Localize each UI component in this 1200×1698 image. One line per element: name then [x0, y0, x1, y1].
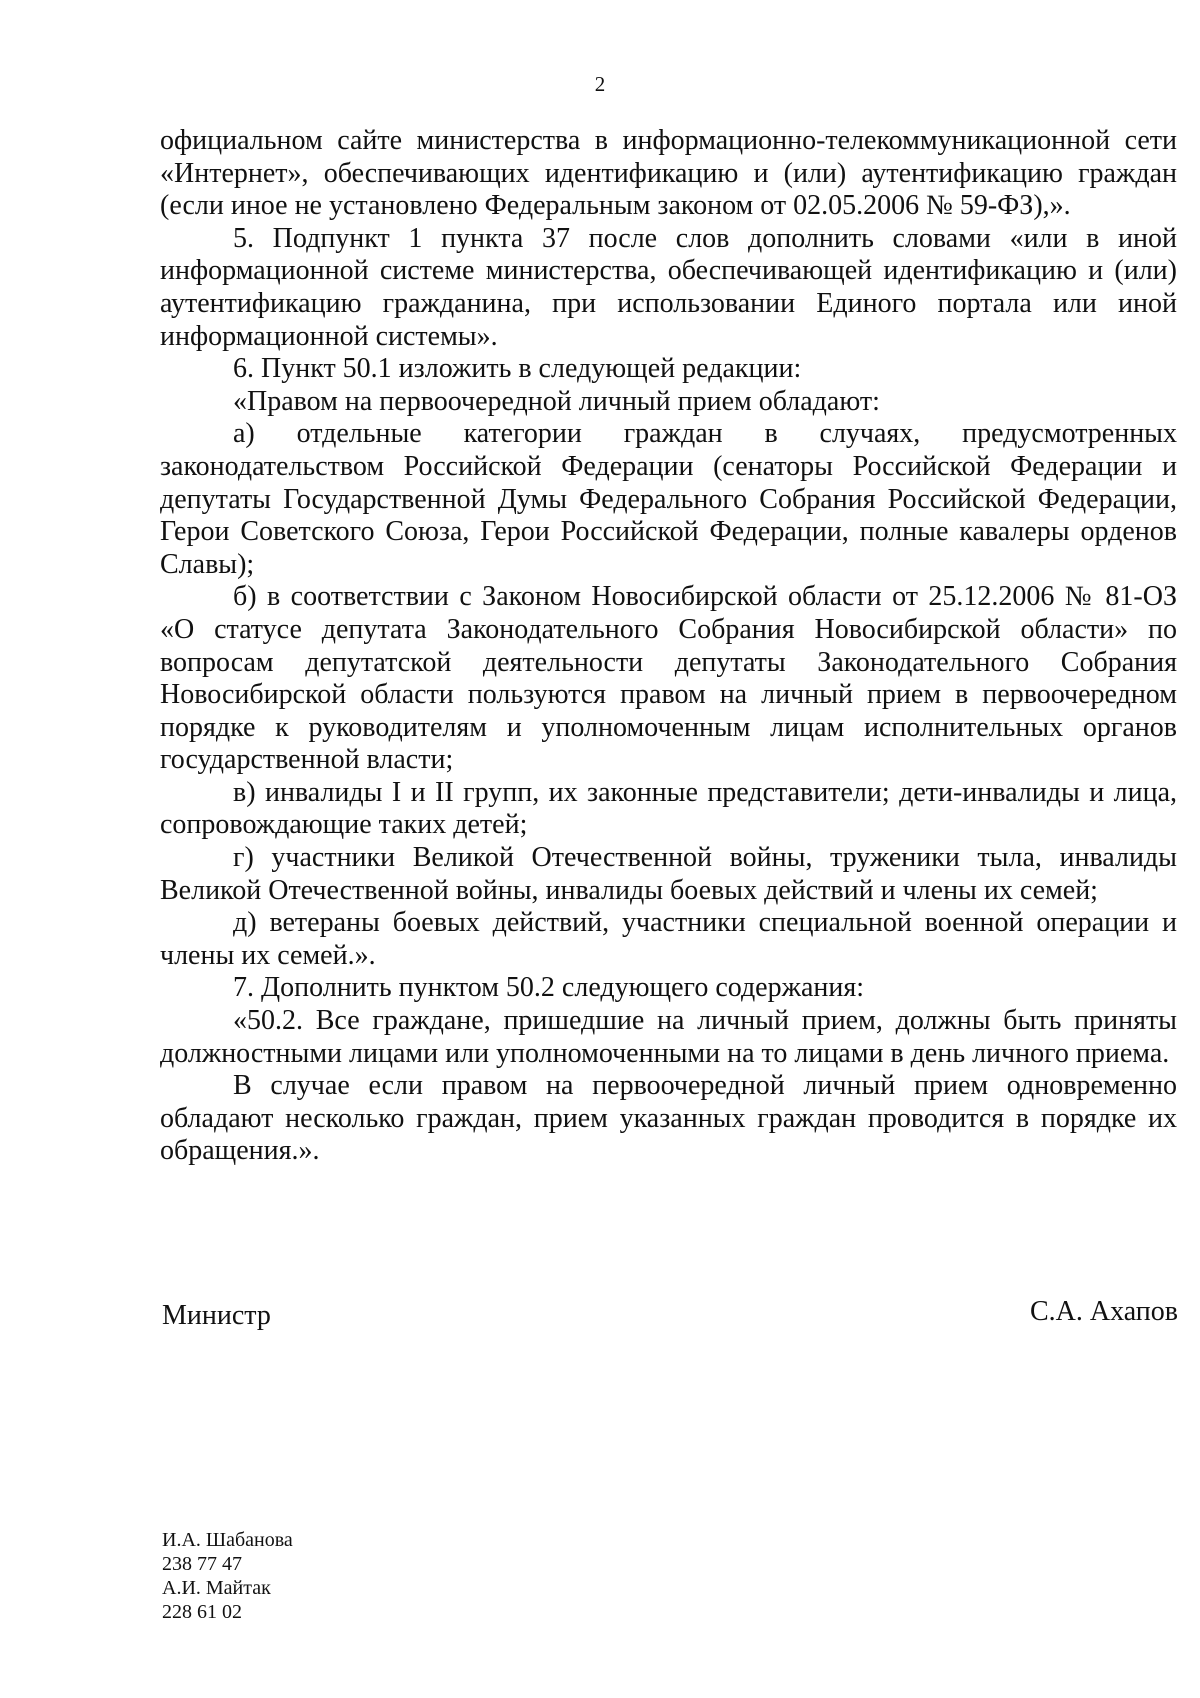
paragraph-subitem-a: а) отдельные категории граждан в случаях, предусмотренных законодательством Российской Федерации (сенаторы Российской Федерации и депутаты Государственной Думы Федерального Собрания Российской Федерации, Герои Советского Союза, Герои Российской Федерации, полные кавалеры орденов Славы);	[160, 418, 1177, 580]
contact-name-1: И.А. Шабанова	[162, 1529, 293, 1551]
document-body	[160, 125, 1177, 1168]
paragraph-item-7: 7. Дополнить пунктом 50.2 следующего содержания:	[233, 972, 865, 1004]
paragraph-item-5: 5. Подпункт 1 пункта 37 после слов дополнить словами «или в иной информационной системе министерства, обеспечивающей идентификацию и (или) аутентификацию гражданина, при использовании Единого портала или иной информационной системы».	[160, 222, 1177, 352]
page-number: 2	[594, 72, 606, 96]
contact-phone-1: 238 77 47	[162, 1553, 242, 1575]
paragraph-subitem-d: д) ветераны боевых действий, участники специальной военной операции и члены их семей.».	[160, 907, 1177, 971]
paragraph-50-2: «50.2. Все граждане, пришедшие на личный прием, должны быть приняты должностными лицами или уполномоченными на то лицами в день личного приема.	[160, 1005, 1177, 1069]
paragraph-subitem-v: в) инвалиды I и II групп, их законные представители; дети-инвалиды и лица, сопровождающие таких детей;	[160, 776, 1177, 841]
paragraph-item-6: 6. Пункт 50.1 изложить в следующей редакции:	[233, 353, 802, 385]
paragraph-50-2-cont: В случае если правом на первоочередной личный прием одновременно обладают несколько граждан, прием указанных граждан проводится в порядке их обращения.».	[160, 1070, 1177, 1167]
contact-phone-2: 228 61 02	[162, 1601, 242, 1623]
signatory-name: С.А. Ахапов	[1029, 1296, 1178, 1327]
paragraph-subitem-g: г) участники Великой Отечественной войны, труженики тыла, инвалиды Великой Отечественной войны, инвалиды боевых действий и члены их семей;	[160, 842, 1177, 906]
signatory-role: Министр	[162, 1300, 271, 1331]
contacts-block	[162, 1528, 293, 1624]
paragraph-continuation: официальном сайте министерства в информационно-телекоммуникационной сети «Интернет», обеспечивающих идентификацию и (или) аутентификацию граждан (если иное не установлено Федеральным законом от 02.05.2006 № 59-ФЗ),».	[160, 125, 1177, 222]
contact-name-2: А.И. Майтак	[162, 1577, 271, 1599]
paragraph-subitem-b: б) в соответствии с Законом Новосибирской области от 25.12.2006 № 81-ОЗ «О статусе депутата Законодательного Собрания Новосибирской области» по вопросам депутатской деятельности депутаты Законодательного Собрания Новосибирской области пользуются правом на личный прием в первоочередном порядке к руководителям и уполномоченным лицам исполнительных органов государственной власти;	[160, 581, 1177, 776]
paragraph-quote-start: «Правом на первоочередной личный прием обладают:	[233, 385, 880, 417]
